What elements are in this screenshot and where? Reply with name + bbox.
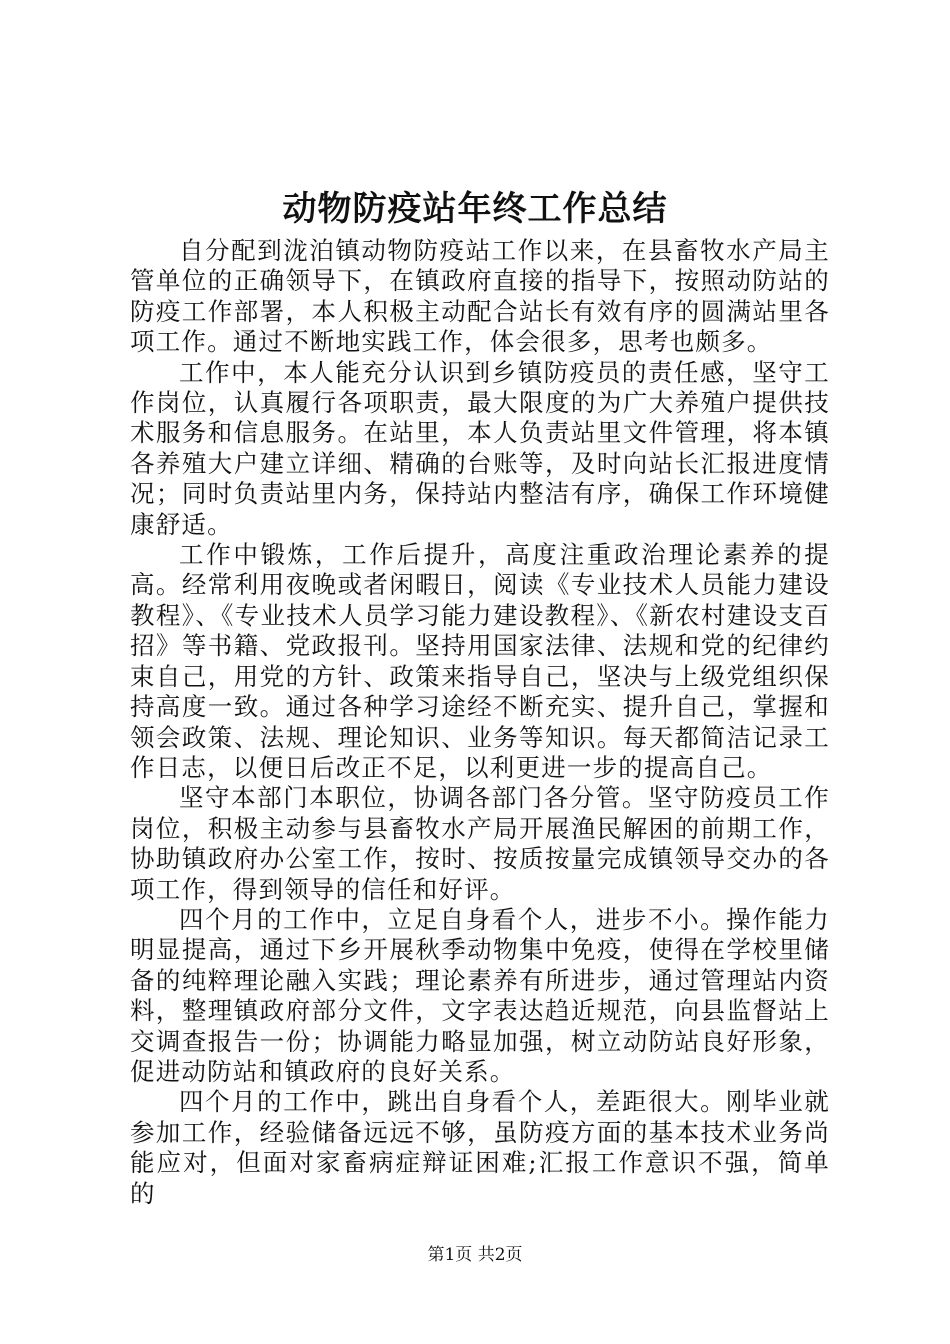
page-number-footer: 第1页 共2页 <box>427 1245 523 1265</box>
paragraph-4: 坚守本部门本职位，协调各部门各分管。坚守防疫员工作岗位，积极主动参与县畜牧水产局开展渔民解困的前期工作，协助镇政府办公室工作，按时、按质按量完成镇领导交办的各项工作，得到领导的信任和好评。 <box>130 783 830 904</box>
paragraph-5: 四个月的工作中，立足自身看个人，进步不小。操作能力明显提高，通过下乡开展秋季动物集中免疫，使得在学校里储备的纯粹理论融入实践；理论素养有所进步，通过管理站内资料，整理镇政府部分文件，文字表达趋近规范，向县监督站上交调查报告一份；协调能力略显加强，树立动防站良好形象，促进动防站和镇政府的良好关系。 <box>130 904 830 1086</box>
paragraph-3: 工作中锻炼，工作后提升，高度注重政治理论素养的提高。经常利用夜晚或者闲暇日，阅读《专业技术人员能力建设教程》、《专业技术人员学习能力建设教程》、《新农村建设支百招》等书籍、党政报刊。坚持用国家法律、法规和党的纪律约束自己，用党的方针、政策来指导自己，坚决与上级党组织保持高度一致。通过各种学习途经不断充实、提升自己，掌握和领会政策、法规、理论知识、业务等知识。每天都简洁记录工作日志，以便日后改正不足，以利更进一步的提高自己。 <box>130 540 830 782</box>
paragraph-6: 四个月的工作中，跳出自身看个人，差距很大。刚毕业就参加工作，经验储备远远不够，虽防疫方面的基本技术业务尚能应对，但面对家畜病症辩证困难;汇报工作意识不强，简单的 <box>130 1087 830 1208</box>
paragraph-2: 工作中，本人能充分认识到乡镇防疫员的责任感，坚守工作岗位，认真履行各项职责，最大限度的为广大养殖户提供技术服务和信息服务。在站里，本人负责站里文件管理，将本镇各养殖大户建立详细、精确的台账等，及时向站长汇报进度情况；同时负责站里内务，保持站内整洁有序，确保工作环境健康舒适。 <box>130 357 830 539</box>
paragraph-1: 自分配到泷泊镇动物防疫站工作以来，在县畜牧水产局主管单位的正确领导下，在镇政府直接的指导下，按照动防站的防疫工作部署，本人积极主动配合站长有效有序的圆满站里各项工作。通过不断地实践工作，体会很多，思考也颇多。 <box>130 236 830 357</box>
document-body <box>130 236 830 1209</box>
document-title: 动物防疫站年终工作总结 <box>282 189 668 229</box>
